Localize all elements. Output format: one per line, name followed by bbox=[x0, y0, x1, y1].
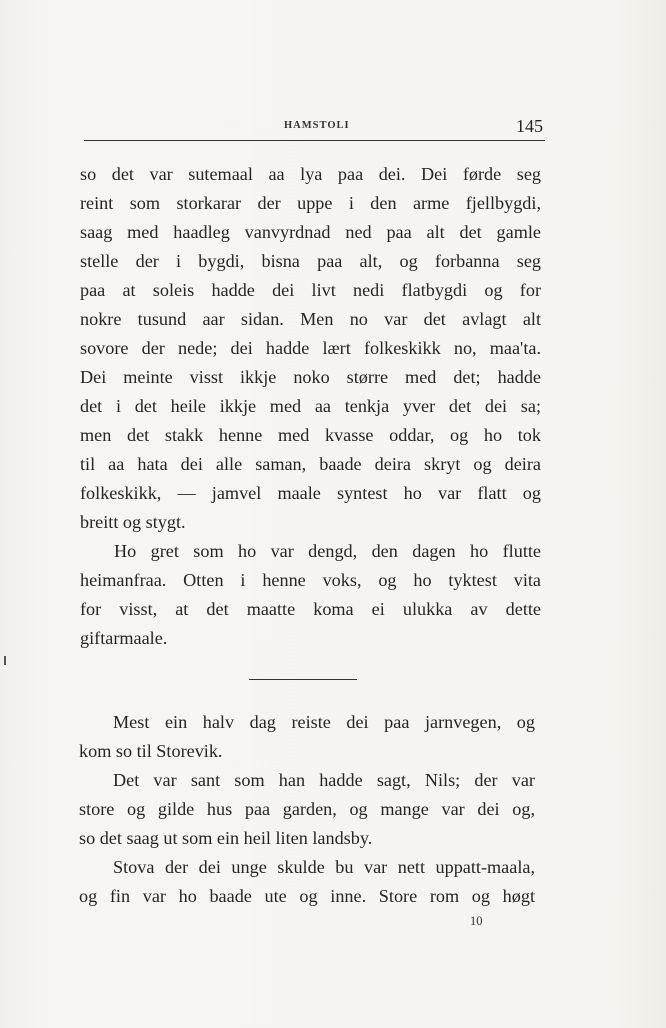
text-line: til aa hata dei alle saman, baade deira skryt og deira bbox=[80, 454, 541, 474]
text-line: Ho gret som ho var dengd, den dagen ho flutte bbox=[114, 541, 541, 561]
body-text-upper bbox=[80, 160, 541, 653]
text-line: giftarmaale. bbox=[80, 628, 168, 648]
text-line: saag med haadleg vanvyrdnad ned paa alt det gamle bbox=[80, 222, 541, 242]
header-rule bbox=[84, 140, 545, 141]
text-line: breitt og stygt. bbox=[80, 512, 186, 532]
text-line: Dei meinte visst ikkje noko større med det; hadde bbox=[80, 367, 541, 387]
text-line: og fin var ho baade ute og inne. Store rom og høgt bbox=[79, 886, 535, 906]
page-number: 145 bbox=[516, 116, 543, 136]
margin-mark bbox=[4, 656, 6, 665]
text-line: folkeskikk, — jamvel maale syntest ho var flatt og bbox=[80, 483, 541, 503]
text-line: Det var sant som han hadde sagt, Nils; der var bbox=[113, 770, 535, 790]
text-line: reint som storkarar der uppe i den arme fjellbygdi, bbox=[80, 193, 541, 213]
signature-mark: 10 bbox=[470, 914, 483, 928]
page-header bbox=[84, 116, 545, 138]
text-line: kom so til Storevik. bbox=[79, 741, 223, 761]
text-line: men det stakk henne med kvasse oddar, og ho tok bbox=[80, 425, 541, 445]
text-line: stelle der i bygdi, bisna paa alt, og forbanna seg bbox=[80, 251, 541, 271]
text-line: nokre tusund aar sidan. Men no var det avlagt alt bbox=[80, 309, 541, 329]
text-line: store og gilde hus paa garden, og mange var dei og, bbox=[79, 799, 535, 819]
text-line: det i det heile ikkje med aa tenkja yver det dei sa; bbox=[80, 396, 541, 416]
text-line: heimanfraa. Otten i henne voks, og ho tyktest vita bbox=[80, 570, 541, 590]
text-line: paa at soleis hadde dei livt nedi flatbygdi og for bbox=[80, 280, 541, 300]
text-line: so det var sutemaal aa lya paa dei. Dei førde seg bbox=[80, 164, 541, 184]
text-line: Mest ein halv dag reiste dei paa jarnvegen, og bbox=[113, 712, 535, 732]
text-line: so det saag ut som ein heil liten landsby. bbox=[79, 828, 373, 848]
section-divider bbox=[249, 679, 357, 680]
body-text-lower bbox=[79, 708, 535, 911]
text-line: sovore der nede; dei hadde lært folkeskikk no, maa'ta. bbox=[80, 338, 541, 358]
text-line: Stova der dei unge skulde bu var nett uppatt-maala, bbox=[113, 857, 535, 877]
text-line: for visst, at det maatte koma ei ulukka av dette bbox=[80, 599, 541, 619]
running-title: HAMSTOLI bbox=[284, 120, 350, 131]
